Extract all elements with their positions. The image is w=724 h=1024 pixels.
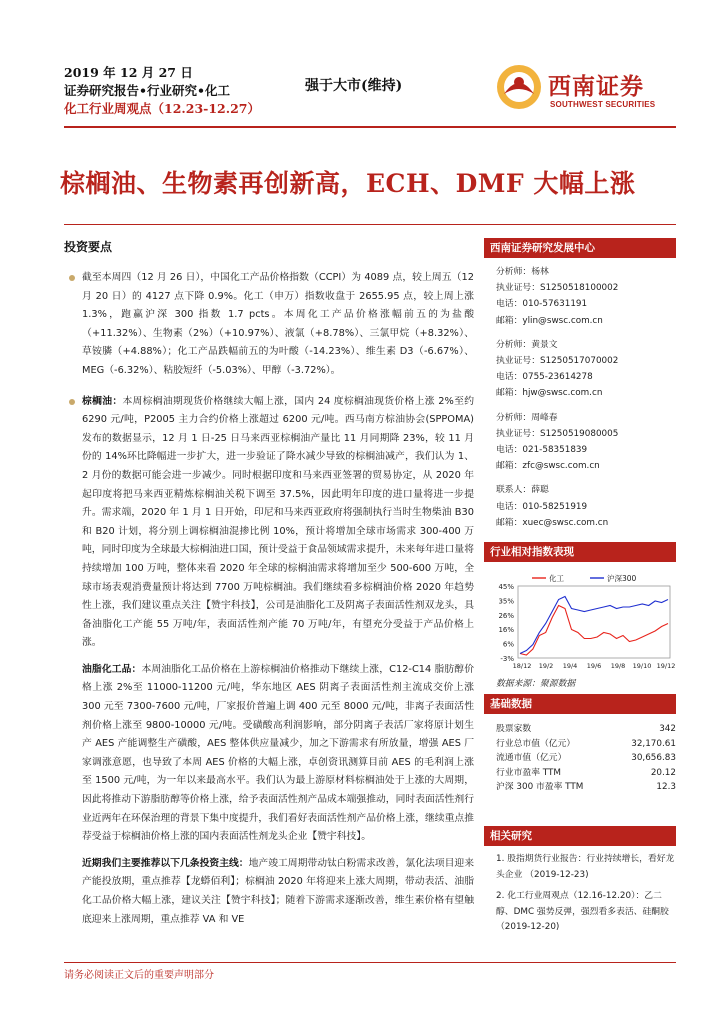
contact-xue-name: 联系人：薛聪	[496, 485, 549, 496]
analyst-zhou-license: 执业证号：S1250519080005	[496, 428, 619, 439]
table-row	[496, 751, 676, 766]
total-mktcap-label: 行业总市值（亿元）	[496, 738, 576, 749]
report-category: 证券研究报告•行业研究•化工	[64, 83, 230, 98]
recommendations-text: 地产竣工周期带动钛白粉需求改善，氯化法项目迎来产能投放期，重点推荐【龙蟒佰利】；棕榈油 2020 年将迎来上涨大周期，带动表活、油脂化工品价格大幅上涨，建议关注【赞宇科技】；随着下游需求逐渐改善，维生素价格有望触底迎来上涨周期，重点推荐 VA 和 VE	[82, 857, 475, 925]
logo-mark-icon	[496, 64, 542, 110]
related-report-2[interactable]: 2. 化工行业周观点（12.16-12.20）：乙二醇、DMC 强势反弹，强烈看多表活、硅酮胶 （2019-12-20)	[496, 891, 669, 932]
chart-title: 行业相对指数表现	[484, 542, 676, 562]
series-line-hs300	[520, 597, 668, 654]
y-tick-label: 45%	[498, 583, 514, 591]
report-series: 化工行业周观点（12.23-12.27）	[64, 101, 260, 116]
y-tick-label: -3%	[500, 655, 514, 663]
hs300-pe-label: 沪深 300 市盈率 TTM	[496, 782, 584, 792]
y-tick-label: 35%	[498, 597, 514, 606]
relative-index-chart	[484, 542, 676, 689]
table-row	[496, 780, 676, 795]
analyst-yang-email: 邮箱：ylin@swsc.com.cn	[496, 315, 603, 326]
oleochemicals-lead: 油脂化工品：	[82, 663, 142, 675]
contact-xue-email: 邮箱：xuec@swsc.com.cn	[496, 517, 609, 528]
logo-text-cn: 西南证券	[548, 73, 644, 100]
analyst-zhou-email: 邮箱：zfc@swsc.com.cn	[496, 461, 600, 472]
oleochemicals-text: 本周油脂化工品价格在上游棕榈油价格推动下继续上涨，C12-C14 脂肪醇价格上涨 2%至 11000-11200 元/吨，华东地区 AES 阴离子表面活性剂主流成交价上涨 300 元至 7300-7600 元/吨，厂家报价普遍上调 400 元至 8000 元/吨，非离子表面活性剂价格上涨至 9800-10000 元/吨。受磺酸高利润影响，部分阴离子表活厂家将原计划生产 AES 产能调整生产磺酸，AES 整体供应量减少，加之下游需求有所放量，增强 AES 厂家调涨意愿，也导致了本周 AES 价格的大幅上涨，卓创资讯测算目前 AES 的毛利润上涨至 1500 元/吨，为一年以来最高水平。我们认为最上游原材料棕榈油处于上涨的大周期，因此将推动下游脂肪醇等价格上涨，给予表面活性剂产品成本端强推动，同时表面活性剂行业近两年在环保治理的背景下集中度提升，我们看好表面活性剂产品价格上涨，继续重点推荐受益于棕榈油价格上涨的国内表面活性剂龙头企业【赞宇科技】。	[82, 663, 475, 843]
footer-disclaimer: 请务必阅读正文后的重要声明部分	[64, 970, 214, 981]
stock-count-value: 342	[659, 724, 676, 734]
industry-pe-label: 行业市盈率 TTM	[496, 767, 561, 778]
x-tick-label: 19/10	[632, 662, 652, 670]
contact-xue-phone: 电话：010-58251919	[496, 501, 588, 512]
contact-list	[484, 258, 676, 531]
y-tick-label: 26%	[498, 611, 514, 620]
header-divider	[64, 126, 676, 128]
paragraph-recommendations	[64, 855, 474, 929]
x-tick-label: 18/12	[512, 662, 532, 670]
paragraph-palm-oil	[64, 393, 474, 653]
paragraph-oleochemicals	[64, 661, 474, 847]
hs300-pe-value: 12.3	[656, 782, 676, 792]
legend-label: 沪深300	[607, 574, 637, 583]
float-mktcap-label: 流通市值（亿元）	[496, 753, 567, 763]
x-tick-label: 19/12	[656, 662, 676, 670]
main-content	[64, 238, 474, 929]
analyst-zhou-phone: 电话：021-58351839	[496, 445, 588, 456]
related-research-panel	[484, 826, 676, 936]
chart-source: 数据来源：聚源数据	[496, 679, 576, 689]
report-header	[64, 64, 260, 118]
section-title: 投资要点	[64, 240, 113, 254]
research-center-title: 西南证券研究发展中心	[484, 238, 676, 258]
analyst-panel	[484, 238, 676, 531]
logo-text-en: SOUTHWEST SECURITIES	[550, 100, 656, 109]
paragraph-market: 截至本周四（12 月 26 日），中国化工产品价格指数（CCPI）为 4089 点，较上周五（12 月 20 日）的 4127 点下降 0.9%。化工（申万）指数收盘于 2655.95 点，较上周上涨 1.3%，跑赢沪深 300 指数 1.7 pcts。本周化工产品价格涨幅前五的为盐酸（+11.32%）、生物素（2%）（+10.97%）、液氯（+8.78%）、三氯甲烷（+8.32%）、草铵膦（+4.88%）；化工产品跌幅前五的为叶酸（-14.23%）、维生素 D3（-6.67%）、MEG（-6.32%）、粘胶短纤（-5.03%）、甲醇（-3.72%）。	[64, 269, 474, 381]
table-row	[496, 766, 676, 781]
analyst-huang-license: 执业证号：S1250517070002	[496, 356, 619, 367]
float-mktcap-value: 30,656.83	[631, 753, 676, 763]
analyst-zhou-name: 分析师：周峰春	[496, 412, 558, 423]
related-research-title: 相关研究	[484, 826, 676, 846]
table-row	[496, 737, 676, 752]
footer-divider	[64, 962, 676, 963]
x-tick-label: 19/2	[538, 662, 554, 670]
company-logo	[496, 62, 676, 122]
palm-oil-text: 本周棕榈油期现货价格继续大幅上涨，国内 24 度棕榈油现货价格上涨 2%至约 6290 元/吨，P2005 主力合约价格上涨超过 6200 元/吨。西马南方棕油协会(SPPOMA)发布的数据显示，12 月 1 日-25 日马来西亚棕榈油产量比 11 月同期降 23%，较 11 月份的 14%环比降幅进一步扩大，进一步验证了降水减少导致的棕榈油减产，我们认为 1、2 月份的数据可能会进一步减少。同时根据印度和马来西亚签署的贸易协定，从 2020 年起印度将把马来西亚精炼棕榈油关税下调至 37.5%，因此明年印度的进口量将进一步提升。需求端，2020 年 1 月 1 日开始，印尼和马来西亚政府将强制执行当时生物柴油 B30 和 B20 计划，将分别上调棕榈油混掺比例 10%，预计将增加全球市场需求 300-400 万吨，同时印度为全球最大棕榈油进口国，预计受益于食品领域需求提升，未来每年进口量将持续增加 100 万吨，整体来看 2020 年全球的棕榈油需求将增加至少 500-600 万吨，全球市场表观消费量预计将达到 7700 万吨棕榈油。我们继续看多棕榈油价格 2020 年趋势性上涨，我们建议重点关注【赞宇科技】，公司是油脂化工及阴离子表面活性剂双龙头，具备油脂化工产能 55 万吨/年，表面活性剂产能 70 万吨/年，有望充分受益于产品价格上涨。	[82, 395, 475, 649]
line-chart	[484, 568, 676, 672]
basic-data-title: 基础数据	[484, 694, 676, 714]
basic-data-panel	[484, 694, 676, 795]
analyst-huang-name: 分析师：黄景文	[496, 339, 558, 350]
stock-count-label: 股票家数	[496, 724, 532, 734]
page-title: 棕榈油、生物素再创新高，ECH、DMF 大幅上涨	[60, 169, 636, 198]
table-row	[496, 722, 676, 737]
rating: 强于大市(维持)	[305, 78, 403, 94]
analyst-huang-email: 邮箱：hjw@swsc.com.cn	[496, 388, 603, 399]
industry-pe-value: 20.12	[650, 767, 676, 778]
plot-frame	[518, 586, 670, 658]
series-line-chemical	[520, 606, 668, 656]
x-tick-label: 19/6	[586, 662, 602, 670]
analyst-huang-phone: 电话：0755-23614278	[496, 372, 593, 383]
total-mktcap-value: 32,170.61	[631, 738, 676, 749]
legend-label: 化工	[549, 574, 564, 583]
analyst-yang-phone: 电话：010-57631191	[496, 299, 588, 310]
basic-data-table	[496, 722, 676, 795]
analyst-yang-license: 执业证号：S1250518100002	[496, 283, 619, 294]
y-tick-label: 16%	[498, 626, 514, 635]
palm-oil-lead: 棕榈油：	[82, 395, 123, 407]
y-tick-label: 6%	[502, 640, 514, 649]
title-divider	[64, 224, 676, 225]
related-report-1[interactable]: 1. 股指期货行业报告：行业持续增长，看好龙头企业 （2019-12-23)	[496, 854, 675, 880]
report-date: 2019 年 12 月 27 日	[64, 65, 193, 80]
x-tick-label: 19/8	[610, 662, 626, 670]
analyst-yang-name: 分析师：杨林	[496, 267, 549, 277]
recommendations-lead: 近期我们主要推荐以下几条投资主线：	[82, 857, 249, 869]
x-tick-label: 19/4	[562, 662, 578, 670]
